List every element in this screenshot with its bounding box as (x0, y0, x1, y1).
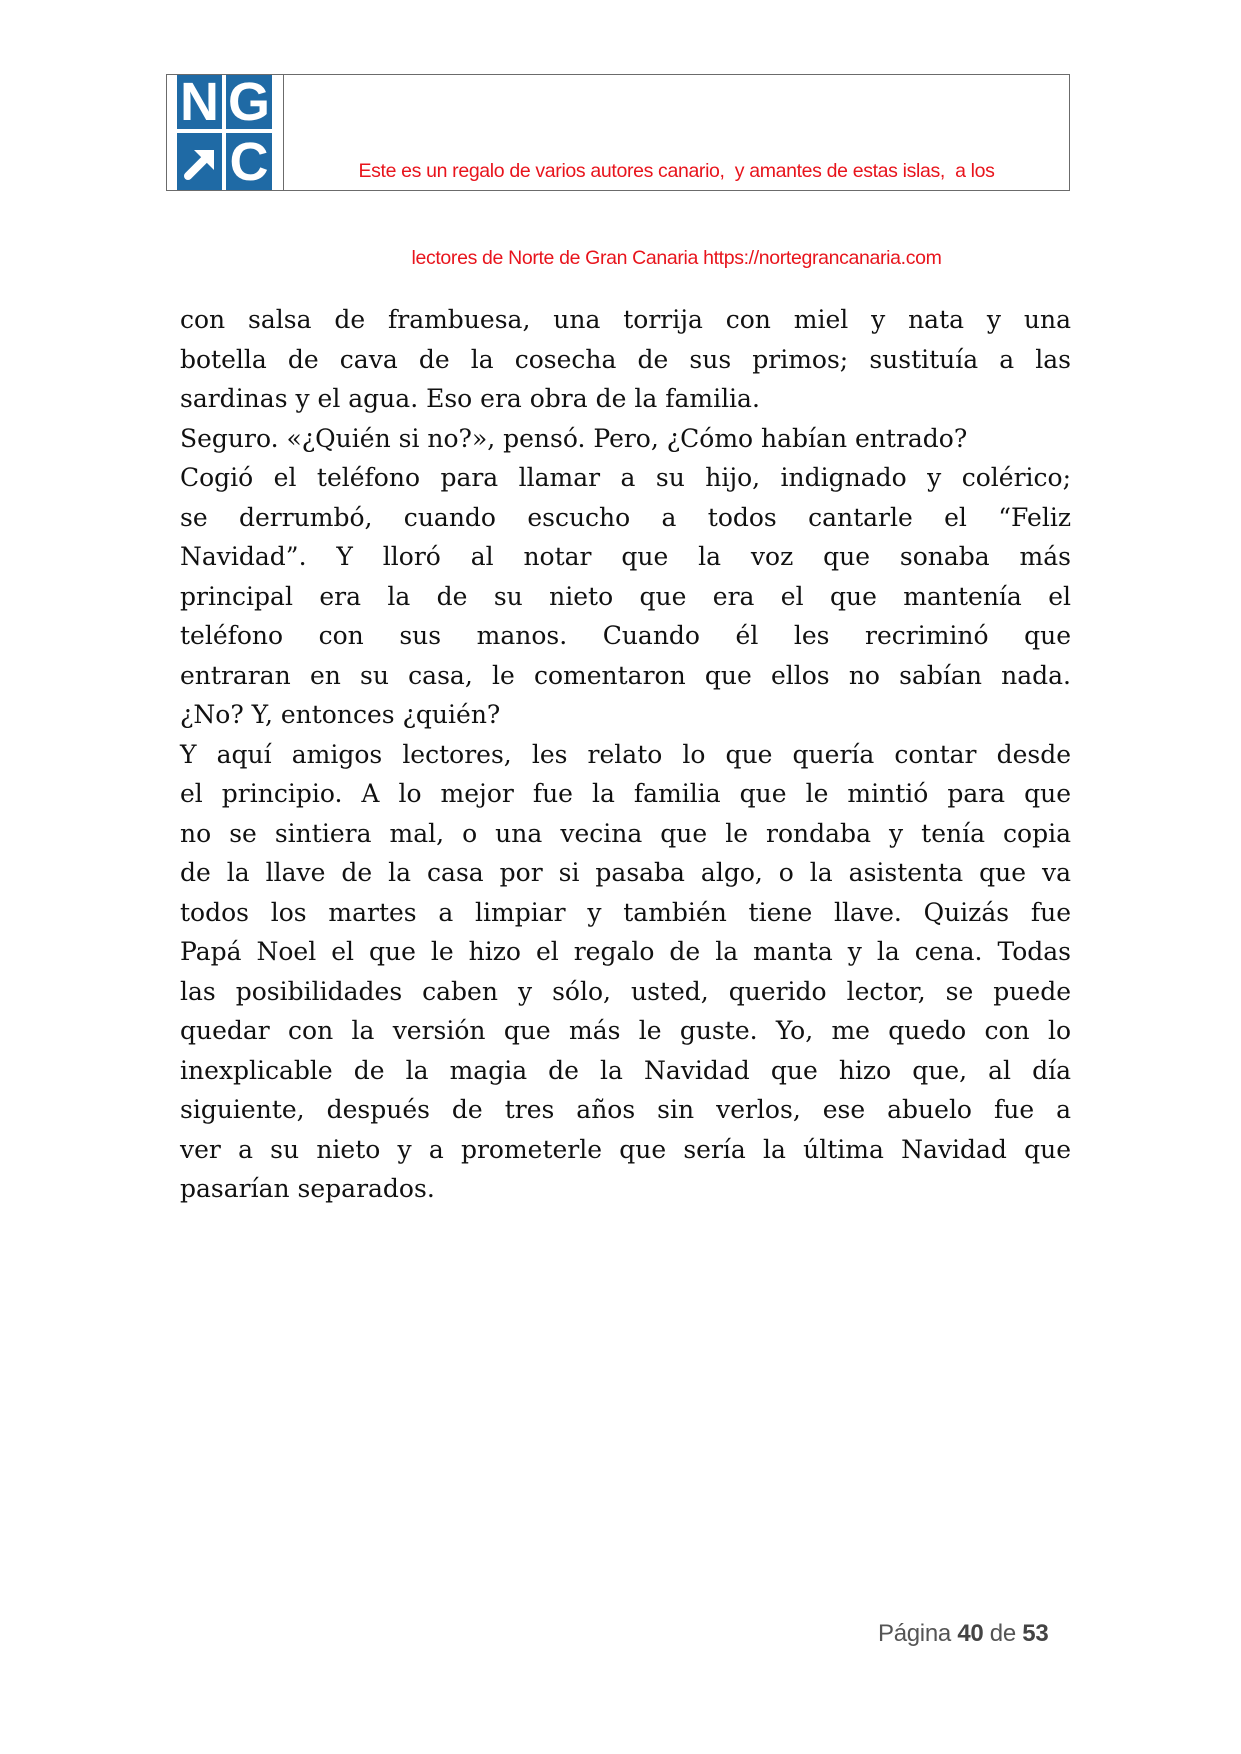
text-line: sardinas y el agua. Eso era obra de la familia. (180, 384, 760, 413)
logo-cell (167, 72, 284, 192)
header-banner (166, 72, 1070, 269)
total-pages: 53 (1022, 1620, 1049, 1647)
text-line: ver a su nieto y a prometerle que sería la última Navidad que (180, 1134, 1071, 1164)
page-number (878, 1620, 1064, 1648)
text-line: entraran en su casa, le comentaron que ellos no sabían nada. (180, 660, 1071, 690)
text-line: no se sintiera mal, o una vecina que le rondaba y tenía copia (180, 818, 1071, 848)
logo-arrow-icon (177, 133, 222, 190)
current-page: 40 (957, 1620, 984, 1647)
text-line: el principio. A lo mejor fue la familia que le mintió para que (180, 779, 1071, 808)
text-line: las posibilidades caben y sólo, usted, querido lector, se puede (180, 976, 1071, 1006)
page-separator: de (989, 1620, 1016, 1647)
text-line: siguiente, después de tres años sin verlos, ese abuelo fue a (180, 1095, 1071, 1124)
text-line: se derrumbó, cuando escucho a todos cantarle el “Feliz (180, 502, 1071, 532)
text-line: pasarían separados. (180, 1174, 435, 1203)
text-line: inexplicable de la magia de la Navidad que hizo que, al día (180, 1055, 1071, 1085)
text-line: Papá Noel el que le hizo el regalo de la manta y la cena. Todas (180, 937, 1071, 966)
text-line: botella de cava de la cosecha de sus primos; sustituía a las (180, 344, 1071, 374)
text-line: ¿No? Y, entonces ¿quién? (180, 700, 501, 729)
ngc-logo (177, 72, 273, 192)
story-text (180, 300, 1071, 1209)
text-line: Seguro. «¿Quién si no?», pensó. Pero, ¿Cómo habían entrado? (180, 423, 968, 453)
logo-letter-c: C (226, 133, 272, 190)
header-notice-line: lectores de Norte de Gran Canaria https://nortegrancanaria.com (411, 247, 942, 269)
text-line: todos los martes a limpiar y también tiene llave. Quizás fue (180, 897, 1071, 927)
header-notice-line: Este es un regalo de varios autores canario, y amantes de estas islas, a los (358, 160, 995, 182)
text-line: Navidad”. Y lloró al notar que la voz que sonaba más (180, 542, 1071, 571)
text-line: con salsa de frambuesa, una torrija con miel y nata y una (180, 305, 1071, 334)
text-line: de la llave de la casa por si pasaba algo, o la asistenta que va (180, 858, 1071, 887)
text-line: quedar con la versión que más le guste. Yo, me quedo con lo (180, 1016, 1071, 1045)
text-line: principal era la de su nieto que era el que mantenía el (180, 581, 1071, 611)
logo-letter-n: N (177, 75, 222, 129)
text-line: Y aquí amigos lectores, les relato lo que quería contar desde (180, 739, 1071, 769)
page-label: Página (878, 1620, 951, 1647)
text-line: teléfono con sus manos. Cuando él les recriminó que (180, 621, 1071, 650)
text-line: Cogió el teléfono para llamar a su hijo, indignado y colérico; (180, 463, 1071, 492)
logo-letter-g: G (227, 72, 270, 132)
header-notice (284, 99, 1069, 331)
arrow-up-right-icon (180, 142, 220, 182)
